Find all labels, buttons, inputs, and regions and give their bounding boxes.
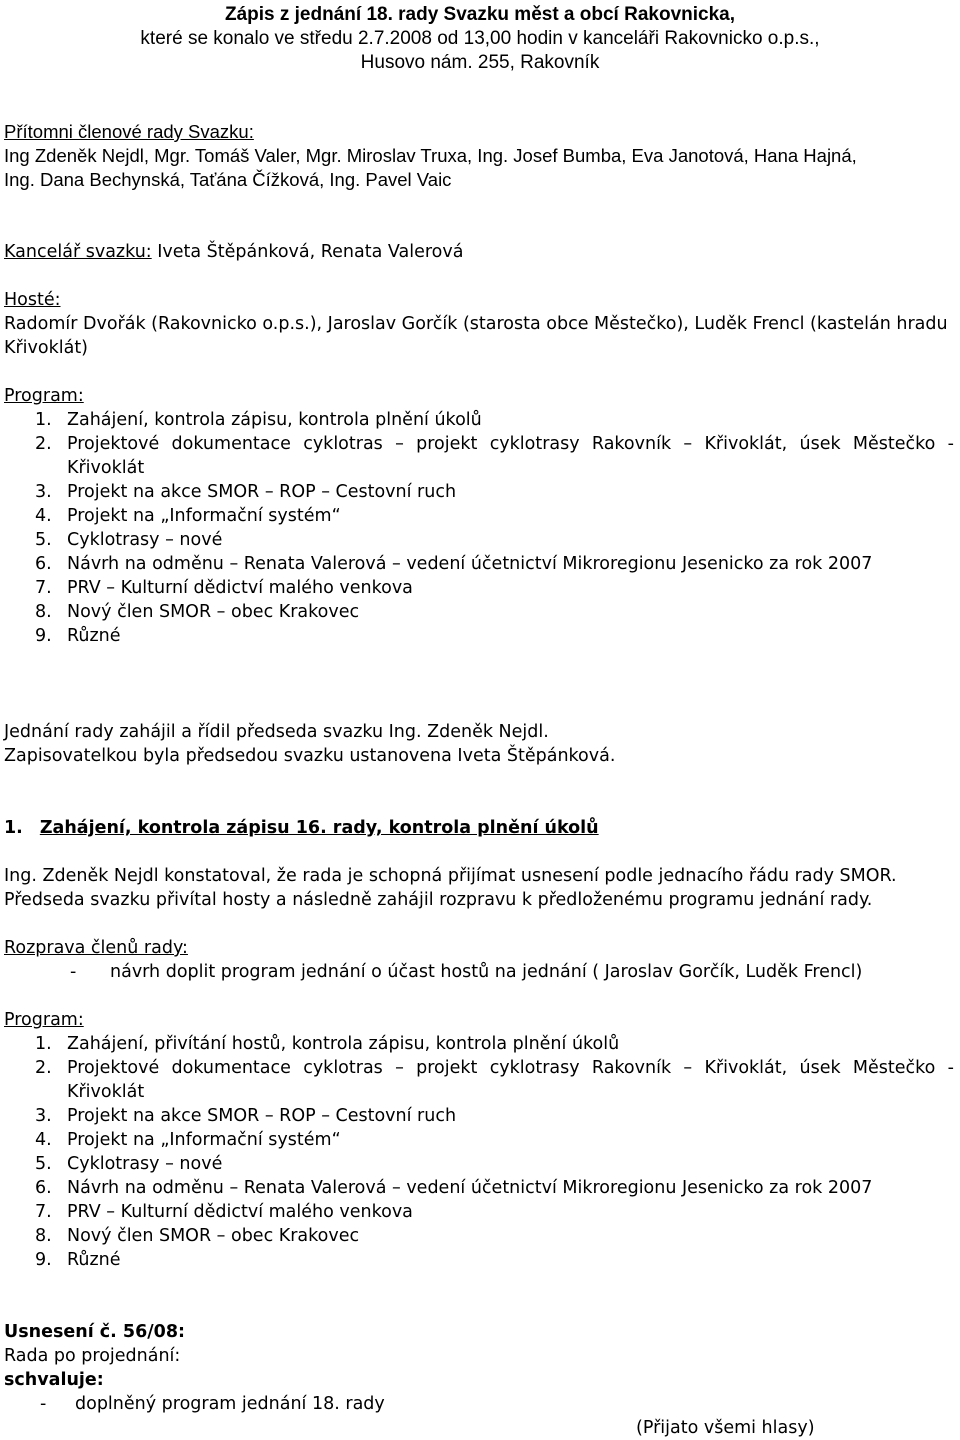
program-item-word: – xyxy=(683,434,693,454)
program-item-number: 5. xyxy=(35,530,52,550)
resolution-dash: - xyxy=(40,1394,47,1414)
program-item-number: 1. xyxy=(35,1034,52,1054)
program-item-word: Křivoklát, xyxy=(704,434,788,454)
program-item-number: 4. xyxy=(35,506,52,526)
program-item-number: 1. xyxy=(35,410,52,430)
program-item-number: 8. xyxy=(35,1226,52,1246)
program-item xyxy=(0,432,960,480)
office-names: Iveta Štěpánková, Renata Valerová xyxy=(151,242,464,262)
program-item-word: Rakovník xyxy=(591,434,672,454)
program-item-text xyxy=(67,1056,954,1080)
program-item-text: Projekt na „Informační systém“ xyxy=(67,506,341,526)
program-item-text xyxy=(67,432,954,456)
program-item xyxy=(0,408,960,432)
program-item-number: 6. xyxy=(35,554,52,574)
opening-line-1: Jednání rady zahájil a řídil předseda svazku Ing. Zdeněk Nejdl. xyxy=(4,722,549,742)
program-item-word: Městečko xyxy=(852,434,936,454)
program-item-word: úsek xyxy=(799,434,841,454)
program-list xyxy=(0,408,960,648)
guests-line-2: Křivoklát) xyxy=(4,338,89,358)
program-item-word: Městečko xyxy=(852,1058,936,1078)
program-item-text: Cyklotrasy – nové xyxy=(67,1154,223,1174)
office-line xyxy=(4,240,463,264)
program-item-number: 9. xyxy=(35,626,52,646)
section-1-para-2: Předseda svazku přivítal hosty a následně zahájil rozpravu k předloženému programu jednání rady. xyxy=(4,890,873,910)
program-item-word: úsek xyxy=(799,1058,841,1078)
program-item-text: Různé xyxy=(67,626,121,646)
program-item-text: PRV – Kulturní dědictví malého venkova xyxy=(67,578,413,598)
program-item xyxy=(0,1152,960,1176)
program-item-word: cyklotras xyxy=(303,1058,383,1078)
program-item-word: cyklotrasy xyxy=(489,1058,580,1078)
title-line-3: Husovo nám. 255, Rakovník xyxy=(360,52,600,73)
program-item-number: 7. xyxy=(35,578,52,598)
program-item-word: Projektové xyxy=(67,1058,160,1078)
program-item-text: Projekt na „Informační systém“ xyxy=(67,1130,341,1150)
program-item-text: Návrh na odměnu – Renata Valerová – vedení účetnictví Mikroregionu Jesenicko za rok 2007 xyxy=(67,1178,873,1198)
program-item-word: projekt xyxy=(416,1058,478,1078)
section-1-heading: 1. Zahájení, kontrola zápisu 16. rady, kontrola plnění úkolů xyxy=(4,818,599,838)
guests-line-1: Radomír Dvořák (Rakovnicko o.p.s.), Jaroslav Gorčík (starosta obce Městečko), Luděk Frencl (kastelán hradu xyxy=(4,314,948,334)
program-item xyxy=(0,624,960,648)
program-item-word: Křivoklát, xyxy=(704,1058,788,1078)
program-label: Program: xyxy=(4,386,84,406)
program-item-continuation: Křivoklát xyxy=(67,458,145,478)
program-2-list xyxy=(0,1032,960,1272)
program-item-text: PRV – Kulturní dědictví malého venkova xyxy=(67,1202,413,1222)
program-item-number: 3. xyxy=(35,1106,52,1126)
program-item xyxy=(0,600,960,624)
program-item-text: Různé xyxy=(67,1250,121,1270)
attendees-line-2: Ing. Dana Bechynská, Taťána Čížková, Ing. Pavel Vaic xyxy=(4,169,452,190)
program-item-number: 3. xyxy=(35,482,52,502)
debate-item: návrh doplit program jednání o účast hostů na jednání ( Jaroslav Gorčík, Luděk Frencl) xyxy=(110,962,863,982)
program-2-label: Program: xyxy=(4,1010,84,1030)
program-item-text: Projekt na akce SMOR – ROP – Cestovní ruch xyxy=(67,1106,457,1126)
program-item-word: – xyxy=(395,1058,404,1078)
program-item-number: 8. xyxy=(35,602,52,622)
title-line-2: které se konalo ve středu 2.7.2008 od 13,00 hodin v kanceláři Rakovnicko o.p.s., xyxy=(140,28,820,49)
program-item-text: Projekt na akce SMOR – ROP – Cestovní ruch xyxy=(67,482,457,502)
program-item xyxy=(0,1248,960,1272)
program-item-number: 2. xyxy=(35,1058,52,1078)
program-item-number: 2. xyxy=(35,434,52,454)
program-item-word: Rakovník xyxy=(591,1058,672,1078)
program-item-word: cyklotrasy xyxy=(489,434,580,454)
program-item-continuation: Křivoklát xyxy=(67,1082,145,1102)
program-item-word: Projektové xyxy=(67,434,160,454)
title-line-1: Zápis z jednání 18. rady Svazku měst a obcí Rakovnicka, xyxy=(224,4,736,25)
program-item-number: 9. xyxy=(35,1250,52,1270)
office-label: Kancelář svazku: xyxy=(4,242,152,262)
program-item-word: – xyxy=(683,1058,693,1078)
program-item-number: 4. xyxy=(35,1130,52,1150)
program-item-word: dokumentace xyxy=(171,1058,291,1078)
debate-dash: - xyxy=(70,962,77,982)
resolution-result: (Přijato všemi hlasy) xyxy=(636,1418,815,1438)
resolution-title: Usnesení č. 56/08: xyxy=(4,1322,185,1342)
section-1-para-1: Ing. Zdeněk Nejdl konstatoval, že rada je schopná přijímat usnesení podle jednacího řádu rady SMOR. xyxy=(4,866,897,886)
program-item-number: 6. xyxy=(35,1178,52,1198)
attendees-line-1: Ing Zdeněk Nejdl, Mgr. Tomáš Valer, Mgr. Miroslav Truxa, Ing. Josef Bumba, Eva Janotová, Hana Hajná, xyxy=(4,145,857,166)
program-item-text: Nový člen SMOR – obec Krakovec xyxy=(67,602,360,622)
program-item xyxy=(0,552,960,576)
resolution-after: Rada po projednání: xyxy=(4,1346,181,1366)
program-item-number: 7. xyxy=(35,1202,52,1222)
opening-line-2: Zapisovatelkou byla předsedou svazku ustanovena Iveta Štěpánková. xyxy=(4,746,616,766)
attendees-label: Přítomni členové rady Svazku: xyxy=(4,121,254,142)
program-item xyxy=(0,1128,960,1152)
program-item-word: – xyxy=(395,434,404,454)
guests-label: Hosté: xyxy=(4,290,61,310)
program-item-text: Cyklotrasy – nové xyxy=(67,530,223,550)
program-item-text: Zahájení, přivítání hostů, kontrola zápisu, kontrola plnění úkolů xyxy=(67,1034,620,1054)
program-item xyxy=(0,1056,960,1104)
debate-label: Rozprava členů rady: xyxy=(4,938,188,958)
program-item xyxy=(0,1104,960,1128)
program-item xyxy=(0,1224,960,1248)
program-item xyxy=(0,504,960,528)
program-item-number: 5. xyxy=(35,1154,52,1174)
program-item-text: Návrh na odměnu – Renata Valerová – vedení účetnictví Mikroregionu Jesenicko za rok 2007 xyxy=(67,554,873,574)
program-item-word: cyklotras xyxy=(303,434,383,454)
program-item-word: - xyxy=(947,434,954,454)
program-item-word: - xyxy=(947,1058,954,1078)
program-item xyxy=(0,480,960,504)
resolution-item: doplněný program jednání 18. rady xyxy=(75,1394,385,1414)
program-item-word: projekt xyxy=(416,434,478,454)
program-item-text: Nový člen SMOR – obec Krakovec xyxy=(67,1226,360,1246)
program-item-text: Zahájení, kontrola zápisu, kontrola plnění úkolů xyxy=(67,410,482,430)
program-item-word: dokumentace xyxy=(171,434,291,454)
program-item xyxy=(0,1176,960,1200)
program-item xyxy=(0,528,960,552)
resolution-approves: schvaluje: xyxy=(4,1370,104,1390)
program-item xyxy=(0,576,960,600)
program-item xyxy=(0,1200,960,1224)
program-item xyxy=(0,1032,960,1056)
